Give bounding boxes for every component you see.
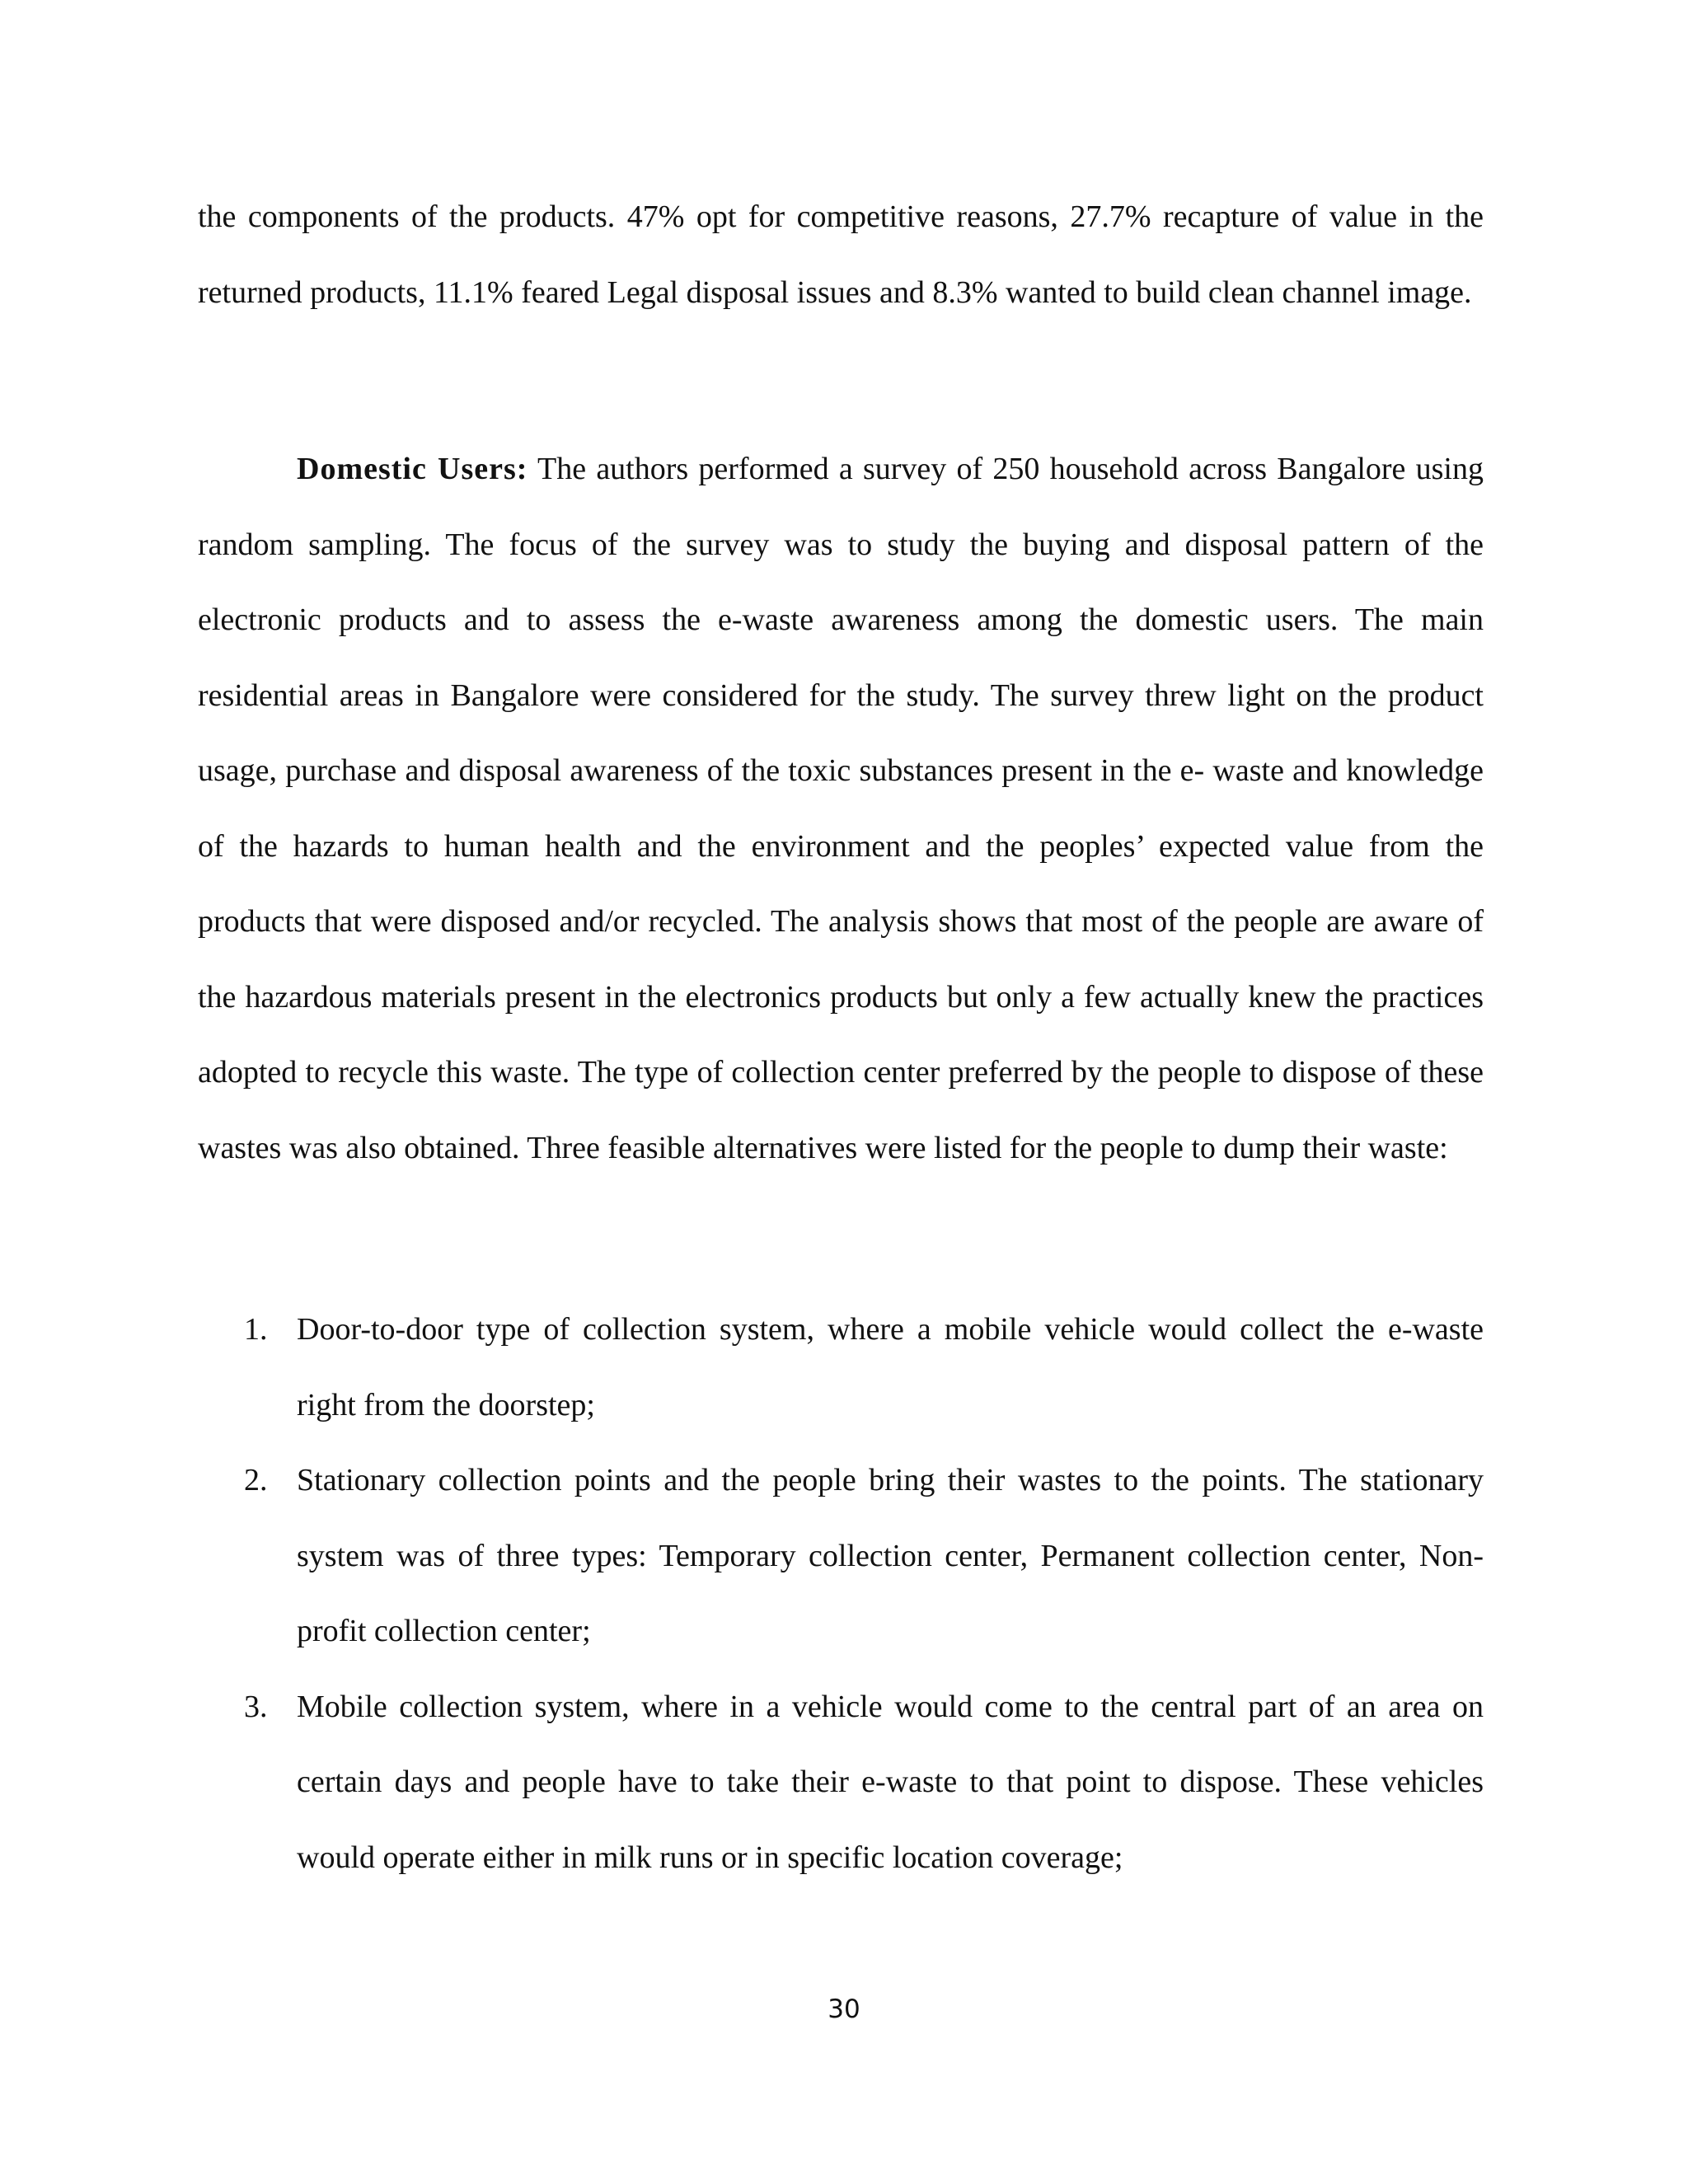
list-item: [198, 1443, 1484, 1670]
paragraph-reverse-logistics-reasons: the components of the products. 47% opt for competitive reasons, 27.7% recapture of value in the returned products, 11.1% feared Legal disposal issues and 8.3% wanted to build clean channel image.: [198, 199, 1484, 310]
list-item: [198, 1292, 1484, 1443]
domestic-users-heading: Domestic Users:: [297, 452, 528, 486]
list-item-number: 1.: [244, 1312, 268, 1347]
list-item-text: Mobile collection system, where in a vehicle would come to the central part of an area on certain days and people have to take their e-waste to that point to dispose. These vehicles would operate either in milk runs or in specific location coverage;: [297, 1689, 1484, 1875]
paragraph-domestic-users: [198, 432, 1484, 1186]
list-item-text: Stationary collection points and the people bring their wastes to the points. The stationary system was of three types: Temporary collection center, Permanent collection center, Non-profit collection center;: [297, 1463, 1484, 1648]
list-item-number: 3.: [244, 1689, 268, 1724]
list-item-text: Door-to-door type of collection system, where a mobile vehicle would collect the e-waste right from the doorstep;: [297, 1312, 1484, 1422]
domestic-users-body: The authors performed a survey of 250 household across Bangalore using random sampling. The focus of the survey was to study the buying and disposal pattern of the electronic products and to assess the e-waste awareness among the domestic users. The main residential areas in Bangalore were considered for the study. The survey threw light on the product usage, purchase and disposal awareness of the toxic substances present in the e- waste and knowledge of the hazards to human health and the environment and the peoples’ expected value from the products that were disposed and/or recycled. The analysis shows that most of the people are aware of the hazardous materials present in the electronics products but only a few actually knew the practices adopted to recycle this waste. The type of collection center preferred by the people to dispose of these wastes was also obtained. Three feasible alternatives were listed for the people to dump their waste:: [198, 452, 1484, 1165]
page-number: 30: [828, 1994, 860, 2024]
list-item: [198, 1670, 1484, 1896]
collection-alternatives-list: [198, 1292, 1484, 1896]
list-item-number: 2.: [244, 1463, 268, 1497]
